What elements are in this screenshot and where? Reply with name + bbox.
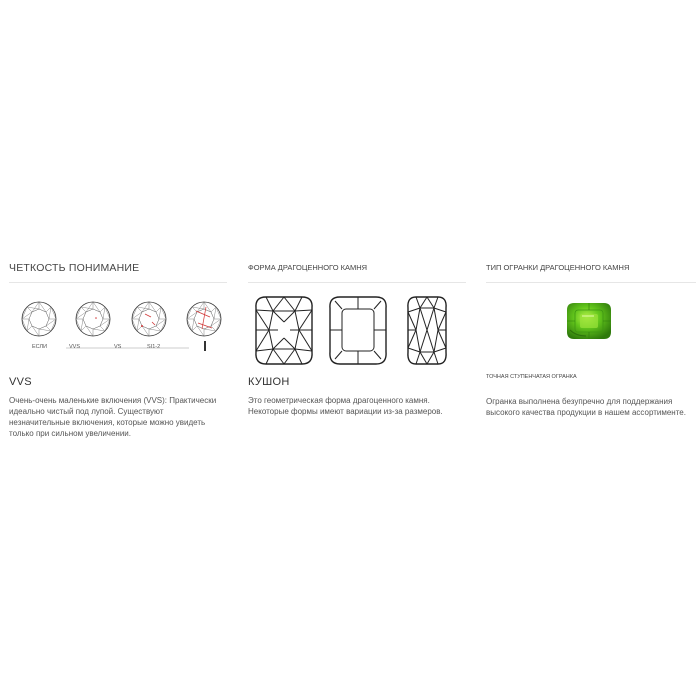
shape-diagram	[254, 296, 464, 366]
cut-divider	[486, 282, 696, 283]
cut-section	[486, 258, 696, 417]
cut-label: ТОЧНАЯ СТУПЕНЧАТАЯ ОГРАНКА	[486, 374, 577, 380]
cut-description: Огранка выполнена безупречно для поддержания высокого качества продукции в нашем ассортименте.	[486, 397, 686, 417]
clarity-heading: ЧЕТКОСТЬ ПОНИМАНИЕ	[9, 262, 140, 274]
cut-heading: ТИП ОГРАНКИ ДРАГОЦЕННОГО КАМНЯ	[486, 263, 630, 272]
cushion-square-icon	[330, 297, 386, 364]
clarity-grade: VVS	[9, 376, 32, 388]
diamond-si-icon	[187, 302, 221, 336]
scale-label-si: SI1-2	[147, 344, 161, 350]
diamond-vvs-icon	[76, 302, 110, 336]
diamond-vs-icon	[132, 302, 166, 336]
shape-name: КУШОН	[248, 376, 290, 388]
shape-section	[248, 258, 466, 416]
scale-label-vvs: VVS	[69, 344, 81, 350]
scale-label-if: ЕСЛИ	[32, 344, 48, 350]
shape-description: Это геометрическая форма драгоценного камня. Некоторые формы имеют вариации из-за размеров.	[248, 396, 443, 416]
clarity-section	[9, 258, 227, 438]
clarity-description: Очень-очень маленькие включения (VVS): Практически идеально чистый под лупой. Существуют незначительные включения, которые можно увидеть только при сильном увеличении.	[9, 396, 217, 438]
cushion-elongated-icon	[408, 297, 446, 364]
clarity-divider	[9, 282, 227, 283]
diamond-if-icon	[22, 302, 56, 336]
scale-i-marker	[204, 341, 206, 351]
shape-divider	[248, 282, 466, 283]
cushion-wide-icon	[256, 297, 312, 364]
scale-label-vs: VS	[114, 344, 122, 350]
shape-heading: ФОРМА ДРАГОЦЕННОГО КАМНЯ	[248, 263, 368, 272]
peridot-gem-image	[566, 302, 612, 345]
